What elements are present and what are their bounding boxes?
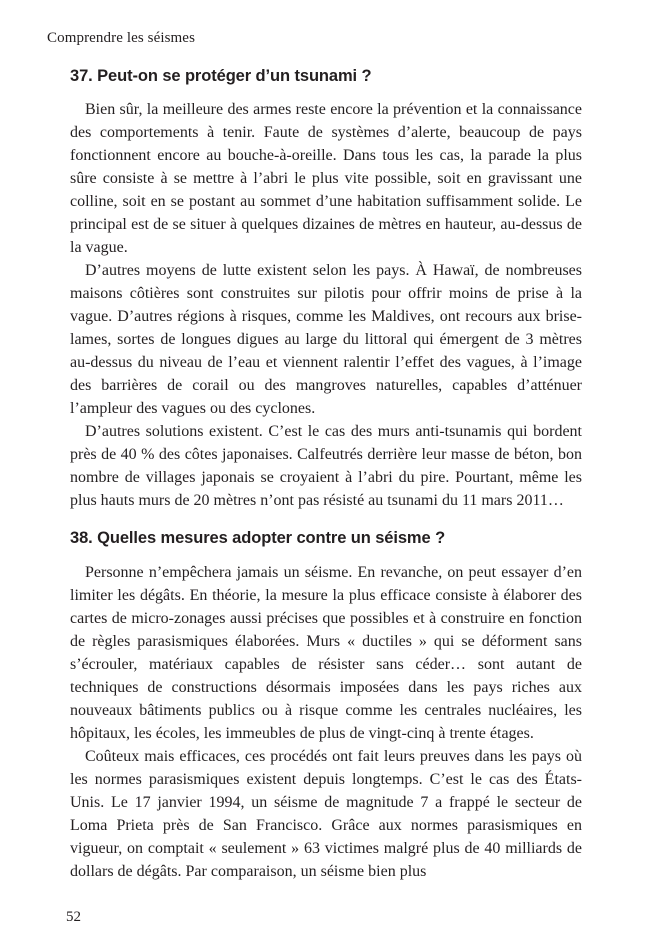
section-body bbox=[70, 98, 582, 512]
page-number: 52 bbox=[66, 909, 81, 925]
paragraph: Personne n’empêchera jamais un séisme. En revanche, on peut essayer d’en limiter les dégâts. En théorie, la mesure la plus efficace consiste à élaborer des cartes de micro-zonages aussi précises que possibles et à construire en fonction de règles parasismiques élaborées. Murs « ductiles » qui se déforment sans s’écrouler, matériaux capables de résister sans céder… sont autant de techniques de constructions désormais imposées dans les pays riches aux nouveaux bâtiments publics ou à risque comme les centrales nucléaires, les hôpitaux, les écoles, les immeubles de plus de vingt-cinq à trente étages. bbox=[70, 564, 582, 742]
running-head: Comprendre les séismes bbox=[47, 30, 196, 46]
section-38 bbox=[70, 526, 582, 883]
section-body bbox=[70, 561, 582, 883]
section-37 bbox=[70, 64, 582, 512]
paragraph: D’autres moyens de lutte existent selon les pays. À Hawaï, de nombreuses maisons côtières sont construites sur pilotis pour offrir moins de prise à la vague. D’autres régions à risques, comme les Maldives, ont recours aux brise-lames, sortes de longues digues au large du littoral qui émergent de 3 mètres au-dessus du niveau de l’eau et viennent ralentir l’effet des vagues, à l’image des barrières de corail ou des mangroves naturelles, capables d’atténuer l’ampleur des vagues ou des cyclones. bbox=[70, 262, 582, 417]
paragraph: Bien sûr, la meilleure des armes reste encore la prévention et la connaissance des comportements à tenir. Faute de systèmes d’alerte, beaucoup de pays fonctionnent encore au bouche-à-oreille. Dans tous les cas, la parade la plus sûre consiste à se mettre à l’abri le plus vite possible, soit en gravissant une colline, soit en se postant au sommet d’une habitation suffisamment solide. Le principal est de se situer à quelques dizaines de mètres en hauteur, au-dessus de la vague. bbox=[70, 101, 582, 256]
section-title: 38. Quelles mesures adopter contre un séisme ? bbox=[70, 529, 446, 547]
section-title: 37. Peut-on se protéger d’un tsunami ? bbox=[70, 67, 372, 85]
paragraph: Coûteux mais efficaces, ces procédés ont fait leurs preuves dans les pays où les normes parasismiques existent depuis longtemps. C’est le cas des États-Unis. Le 17 janvier 1994, un séisme de magnitude 7 a frappé le secteur de Loma Prieta près de San Francisco. Grâce aux normes parasismiques en vigueur, on comptait « seulement » 63 victimes malgré plus de 40 milliards de dollars de dégâts. Par comparaison, un séisme bien plus bbox=[70, 748, 582, 880]
paragraph: D’autres solutions existent. C’est le cas des murs anti-tsunamis qui bordent près de 40 % des côtes japonaises. Calfeutrés derrière leur masse de béton, bon nombre de villages japonais se croyaient à l’abri du pire. Pourtant, même les plus hauts murs de 20 mètres n’ont pas résisté au tsunami du 11 mars 2011… bbox=[70, 423, 582, 509]
